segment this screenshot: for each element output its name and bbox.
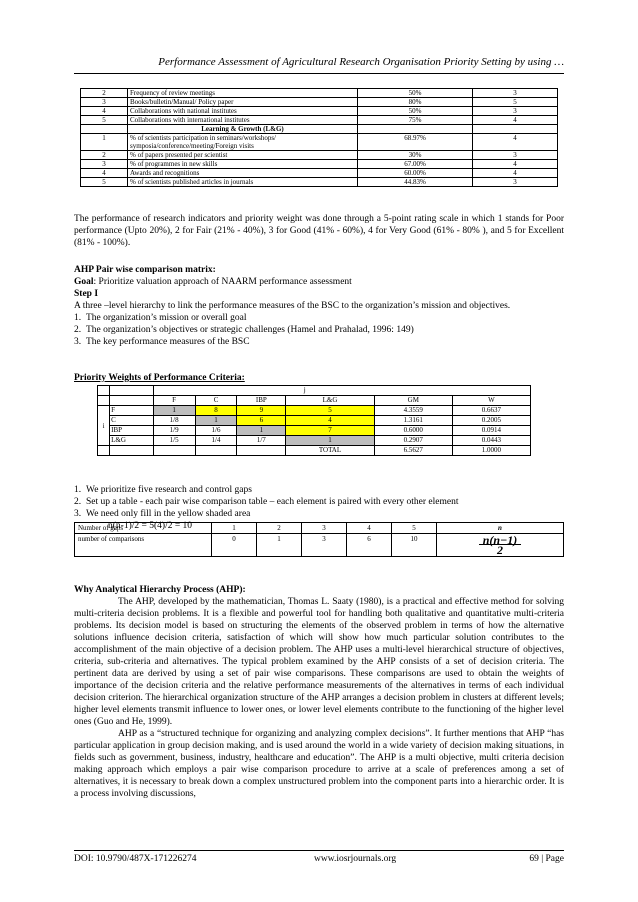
row-description: % of scientists published articles in journals: [128, 178, 358, 187]
row-label: number of comparisons: [75, 534, 212, 557]
row-number: 5: [81, 178, 128, 187]
total-row: [98, 446, 531, 456]
row-percentage: 67.00%: [358, 160, 473, 169]
formula-denominator: 2: [497, 543, 503, 557]
row-weight: 3: [473, 107, 558, 116]
row-percentage: 68.97%: [358, 134, 473, 151]
list-item: [74, 484, 564, 496]
matrix-cell: 9: [237, 406, 286, 416]
comparison-cell: 1: [257, 534, 302, 557]
why-section: [74, 584, 564, 800]
running-header: Performance Assessment of Agricultural Research Organisation Priority Setting by using …: [158, 56, 564, 68]
row-number: 3: [81, 98, 128, 107]
table-row: [81, 107, 558, 116]
column-header: C: [195, 396, 237, 406]
row-label: F: [110, 406, 154, 416]
row-number: 2: [81, 89, 128, 98]
matrix-cell: 1/8: [153, 416, 195, 426]
goal-line: Goal: Prioritize valuation approach of NAARM performance assessment: [74, 277, 352, 287]
row-description: Awards and recognitions: [128, 169, 358, 178]
table-row: [98, 426, 531, 436]
list-number: 2.: [74, 325, 82, 335]
matrix-cell: 1/7: [237, 436, 286, 446]
row-percentage: 60.00%: [358, 169, 473, 178]
i-label: i: [98, 406, 110, 446]
n-symbol: n: [437, 523, 564, 534]
list-item: [74, 324, 564, 336]
footer-site: www.iosrjournals.org: [314, 854, 397, 864]
row-weight: 3: [473, 89, 558, 98]
row-label: IBP: [110, 426, 154, 436]
ahp-section: [74, 264, 564, 348]
priority-weights-table: [97, 385, 531, 456]
column-header: GM: [374, 396, 452, 406]
list-text: The key performance measures of the BSC: [86, 337, 250, 347]
table-row: [81, 98, 558, 107]
why-paragraph-1: The AHP, developed by the mathematician, Thomas L. Saaty (1980), is a practical and effective method for solving multi-criteria decision problems. It is a flexible and powerful tool for handling both qualitative and quantitative multi-criteria problems. Its decision model is based on structuring the elements of the observed problem in terms of how the alternative solutions influence decision criteria, satisfaction of which will show how much particular solution contributes to the accomplishment of the main objective of a decision problem. The AHP uses a multi-level hierarchical structure of objectives, criteria, sub-criteria and alternatives. The typical problem examined by the AHP consists of a set of decision criteria. The pertinent data are derived by using a set of pair wise comparisons. These comparisons are used to obtain the weights of importance of the decision criteria and the relative performance measurements of the alternatives in terms of each individual decision criterion. The hierarchical organization structure of the AHP arranges a decision problem in clusters at different levels; higher level elements transmit influence to lower ones, or lower level elements contribute to the functioning of the higher level ones (Guo and He, 1999).: [74, 597, 564, 727]
column-header: IBP: [237, 396, 286, 406]
formula-line: n(n-1)/2 = 5(4)/2 = 10: [108, 521, 193, 531]
list-number: 1.: [74, 485, 82, 495]
indicators-table: [80, 88, 558, 187]
row-percentage: 80%: [358, 98, 473, 107]
row-weight: 4: [473, 169, 558, 178]
why-paragraph-2: AHP as a “structured technique for organizing and analyzing complex decisions”. It further mentions that AHP “has particular application in group decision making, and is used around the world in a wide variety of decision making situations, in fields such as government, business, industry, healthcare and education”. The AHP is a multi objective, multi criteria decision making approach which employs a pair wise comparison procedure to arrive at a scale of preferences among a set of alternatives, it is necessary to break down a complex unstructured problem into the component parts into a hierarchic order. It is a process involving discussions,: [74, 729, 564, 799]
list-item: [74, 336, 564, 348]
row-percentage: 50%: [358, 107, 473, 116]
footer-page: 69 | Page: [529, 854, 564, 864]
row-number: 3: [81, 160, 128, 169]
row-weight: 4: [473, 116, 558, 125]
column-header: L&G: [286, 396, 375, 406]
row-weight: 5: [473, 98, 558, 107]
section-row: [81, 125, 558, 134]
table-row: [81, 151, 558, 160]
row-description: Frequency of review meetings: [128, 89, 358, 98]
row-number: 1: [81, 134, 128, 151]
gm-cell: 0.2907: [374, 436, 452, 446]
row-percentage: 75%: [358, 116, 473, 125]
gm-cell: 1.3161: [374, 416, 452, 426]
footer-rule: [74, 850, 564, 851]
row-description: % of programmes in new skills: [128, 160, 358, 169]
list-text: The organization’s objectives or strategic challenges (Hamel and Prahalad, 1996: 149): [86, 325, 414, 335]
matrix-cell: 1/6: [195, 426, 237, 436]
matrix-cell: 1: [237, 426, 286, 436]
step-heading: Step I: [74, 289, 99, 299]
total-w: 1.0000: [452, 446, 530, 456]
column-header: F: [153, 396, 195, 406]
row-number: 4: [81, 107, 128, 116]
matrix-cell: 1: [195, 416, 237, 426]
ahp-heading: AHP Pair wise comparison matrix:: [74, 265, 216, 275]
row-label: C: [110, 416, 154, 426]
list-item: [74, 312, 564, 324]
matrix-cell: 1: [286, 436, 375, 446]
row-label: L&G: [110, 436, 154, 446]
row-number: 2: [81, 151, 128, 160]
table-row: [81, 178, 558, 187]
matrix-cell: 1: [153, 406, 195, 416]
list-number: 3.: [74, 337, 82, 347]
section-title: Learning & Growth (L&G): [128, 125, 358, 134]
matrix-cell: 1/9: [153, 426, 195, 436]
list-item: [74, 496, 564, 508]
header-row: [98, 396, 531, 406]
row-label: Number of gaps: [75, 523, 212, 534]
formula-numerator: n(n−1): [479, 536, 522, 545]
w-cell: 0.2005: [452, 416, 530, 426]
priority-heading: Priority Weights of Performance Criteria:: [74, 373, 245, 383]
row-weight: 3: [473, 178, 558, 187]
table-row: [75, 523, 564, 534]
table-row: [75, 534, 564, 557]
row-number: 4: [81, 169, 128, 178]
formula-cell: [437, 534, 564, 557]
comparison-cell: 0: [212, 534, 257, 557]
comparison-cell: 10: [392, 534, 437, 557]
list-text: Set up a table - each pair wise comparison table – each element is paired with every other element: [86, 497, 459, 507]
comparison-cell: 6: [347, 534, 392, 557]
list-text: We need only fill in the yellow shaded area: [86, 509, 251, 519]
table-row: [81, 89, 558, 98]
row-number: 5: [81, 116, 128, 125]
step-text: A three –level hierarchy to link the performance measures of the BSC to the organization’s mission and objectives.: [74, 301, 511, 311]
footer-doi: DOI: 10.9790/487X-171226274: [74, 854, 197, 864]
gap-cell: 2: [257, 523, 302, 534]
list-item: [74, 508, 564, 520]
row-description: Collaborations with national institutes: [128, 107, 358, 116]
gap-cell: 3: [302, 523, 347, 534]
gm-cell: 0.6000: [374, 426, 452, 436]
total-label: TOTAL: [286, 446, 375, 456]
total-gm: 6.5627: [374, 446, 452, 456]
matrix-cell: 5: [286, 406, 375, 416]
list-text: We prioritize five research and control gaps: [86, 485, 252, 495]
list-text: The organization’s mission or overall goal: [86, 313, 247, 323]
gap-cell: 4: [347, 523, 392, 534]
list-number: 3.: [74, 509, 82, 519]
list-number: 2.: [74, 497, 82, 507]
comparison-cell: 3: [302, 534, 347, 557]
row-description: Collaborations with international institutes: [128, 116, 358, 125]
table-row: [98, 416, 531, 426]
row-description: % of papers presented per scientist: [128, 151, 358, 160]
column-header: W: [452, 396, 530, 406]
table-row: [81, 116, 558, 125]
rating-paragraph: The performance of research indicators and priority weight was done through a 5-point rating scale in which 1 stands for Poor performance (Upto 20%), 2 for Fair (21% - 40%), 3 for Good (41% - 60%), 4 for Very Good (61% - 80% ), and 5 for Excellent (81% - 100%).: [74, 214, 564, 248]
table-row: [81, 134, 558, 151]
matrix-cell: 8: [195, 406, 237, 416]
row-percentage: 50%: [358, 89, 473, 98]
table-row: [81, 160, 558, 169]
row-percentage: 44.83%: [358, 178, 473, 187]
hierarchy-list: [74, 312, 564, 348]
table-row: [98, 406, 531, 416]
row-description: Books/bulletin/Manual/ Policy paper: [128, 98, 358, 107]
steps-list: [74, 484, 564, 520]
gaps-table: [74, 522, 564, 557]
row-description: % of scientists participation in seminars/workshops/ symposia/conference/meeting/Foreign visits: [128, 134, 358, 151]
w-cell: 0.6637: [452, 406, 530, 416]
j-label: j: [153, 386, 530, 396]
row-percentage: 30%: [358, 151, 473, 160]
j-row: [98, 386, 531, 396]
matrix-cell: 6: [237, 416, 286, 426]
gap-cell: 1: [212, 523, 257, 534]
table-row: [81, 169, 558, 178]
row-weight: 3: [473, 151, 558, 160]
matrix-cell: 1/5: [153, 436, 195, 446]
gap-cell: 5: [392, 523, 437, 534]
why-heading: Why Analytical Hierarchy Process (AHP):: [74, 585, 246, 595]
matrix-cell: 7: [286, 426, 375, 436]
list-number: 1.: [74, 313, 82, 323]
matrix-cell: 4: [286, 416, 375, 426]
w-cell: 0.0914: [452, 426, 530, 436]
table-row: [98, 436, 531, 446]
gm-cell: 4.3559: [374, 406, 452, 416]
matrix-cell: 1/4: [195, 436, 237, 446]
w-cell: 0.0443: [452, 436, 530, 446]
row-weight: 4: [473, 134, 558, 151]
row-weight: 4: [473, 160, 558, 169]
header-rule: [74, 73, 564, 74]
